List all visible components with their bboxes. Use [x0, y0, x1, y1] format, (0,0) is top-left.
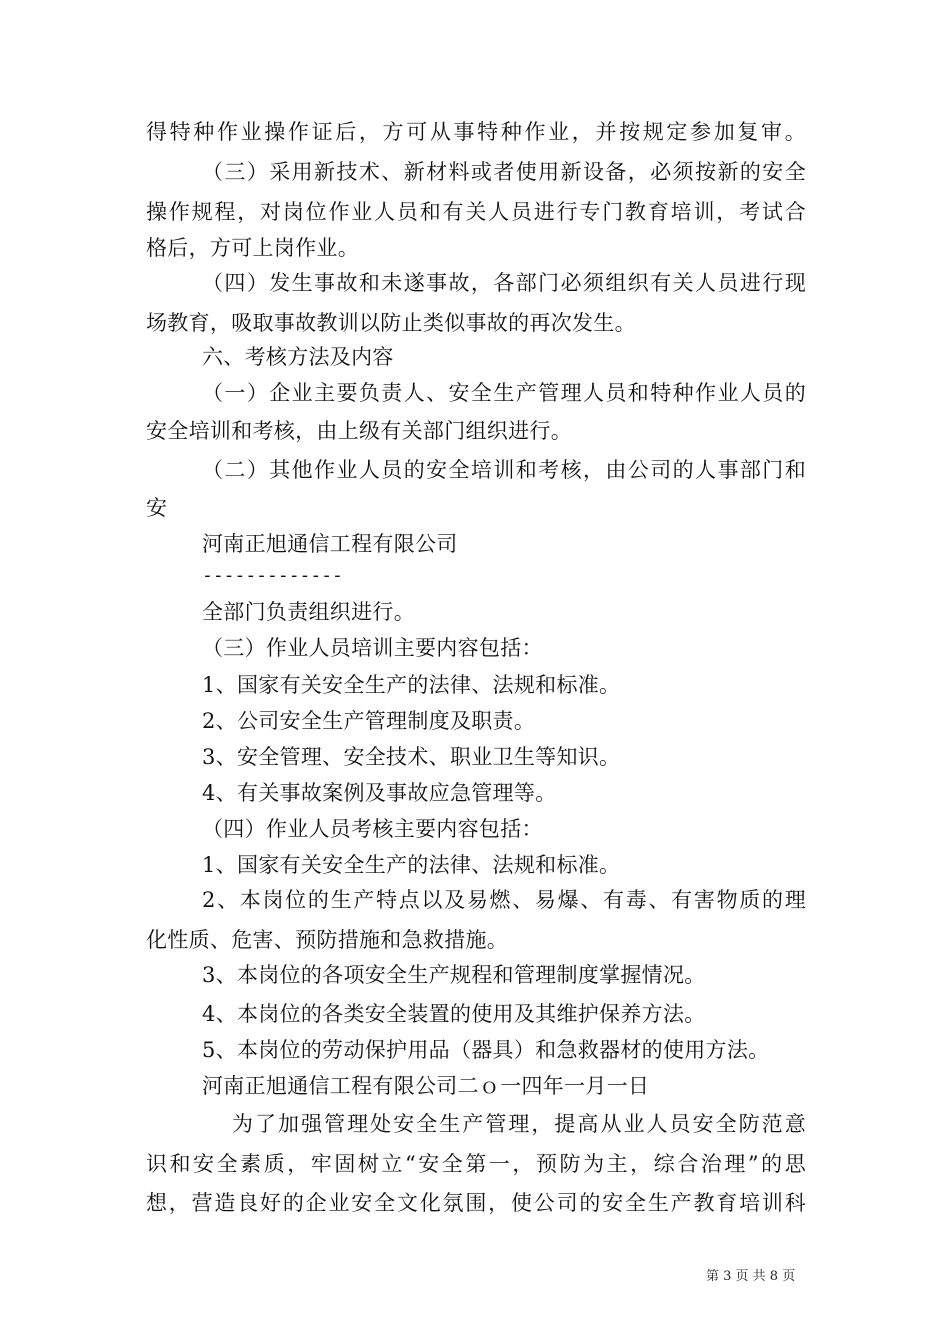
paragraph-line: 格后，方可上岗作业。 [146, 236, 359, 260]
list-item: 4、有关事故案例及事故应急管理等。 [202, 781, 557, 805]
list-item: 3、安全管理、安全技术、职业卫生等知识。 [202, 745, 621, 769]
paragraph-line: （四）发生事故和未遂事故，各部门必须组织有关人员进行现 [202, 271, 806, 295]
list-item: 2、本岗位的生产特点以及易燃、易爆、有毒、有害物质的理 [202, 888, 806, 912]
list-item: 1、国家有关安全生产的法律、法规和标准。 [202, 673, 621, 697]
paragraph-line: （一）企业主要负责人、安全生产管理人员和特种作业人员的 [202, 381, 806, 405]
paragraph-line: 为了加强管理处安全生产管理，提高从业人员安全防范意 [232, 1112, 806, 1136]
paragraph-line: 场教育，吸取事故教训以防止类似事故的再次发生。 [146, 311, 636, 335]
list-item: 5、本岗位的劳动保护用品（器具）和急救器材的使用方法。 [202, 1038, 770, 1062]
paragraph-line: 安 [146, 496, 168, 520]
list-item: 4、本岗位的各类安全装置的使用及其维护保养方法。 [202, 1002, 706, 1026]
paragraph-line: 安全培训和考核，由上级有关部门组织进行。 [146, 419, 572, 443]
paragraph-line: 得特种作业操作证后，方可从事特种作业，并按规定参加复审。 [146, 120, 806, 144]
list-item: 3、本岗位的各项安全生产规程和管理制度掌握情况。 [202, 963, 706, 987]
company-header: 河南正旭通信工程有限公司 [202, 532, 458, 556]
paragraph-line: （三）采用新技术、新材料或者使用新设备，必须按新的安全 [202, 160, 806, 184]
paragraph-line: （二）其他作业人员的安全培训和考核，由公司的人事部门和 [202, 458, 806, 482]
paragraph-line: 操作规程，对岗位作业人员和有关人员进行专门教育培训，考试合 [146, 200, 806, 224]
paragraph-line: 化性质、危害、预防措施和急救措施。 [146, 928, 509, 952]
paragraph-line: （三）作业人员培训主要内容包括： [202, 636, 543, 660]
list-item: 1、国家有关安全生产的法律、法规和标准。 [202, 853, 621, 877]
paragraph-line: 想，营造良好的企业安全文化氛围，使公司的安全生产教育培训科 [146, 1191, 806, 1215]
paragraph-line: （四）作业人员考核主要内容包括： [202, 817, 543, 841]
separator-line: ------------- [202, 565, 343, 586]
section-heading: 六、考核方法及内容 [202, 345, 394, 369]
list-item: 2、公司安全生产管理制度及职责。 [202, 709, 536, 733]
paragraph-line: 识和安全素质，牢固树立“安全第一，预防为主，综合治理”的思 [146, 1152, 806, 1176]
signature-date-line: 河南正旭通信工程有限公司二ｏ一四年一月一日 [202, 1074, 650, 1098]
paragraph-line: 全部门负责组织进行。 [202, 600, 415, 624]
page-number-footer: 第 3 页 共 8 页 [706, 1269, 796, 1284]
